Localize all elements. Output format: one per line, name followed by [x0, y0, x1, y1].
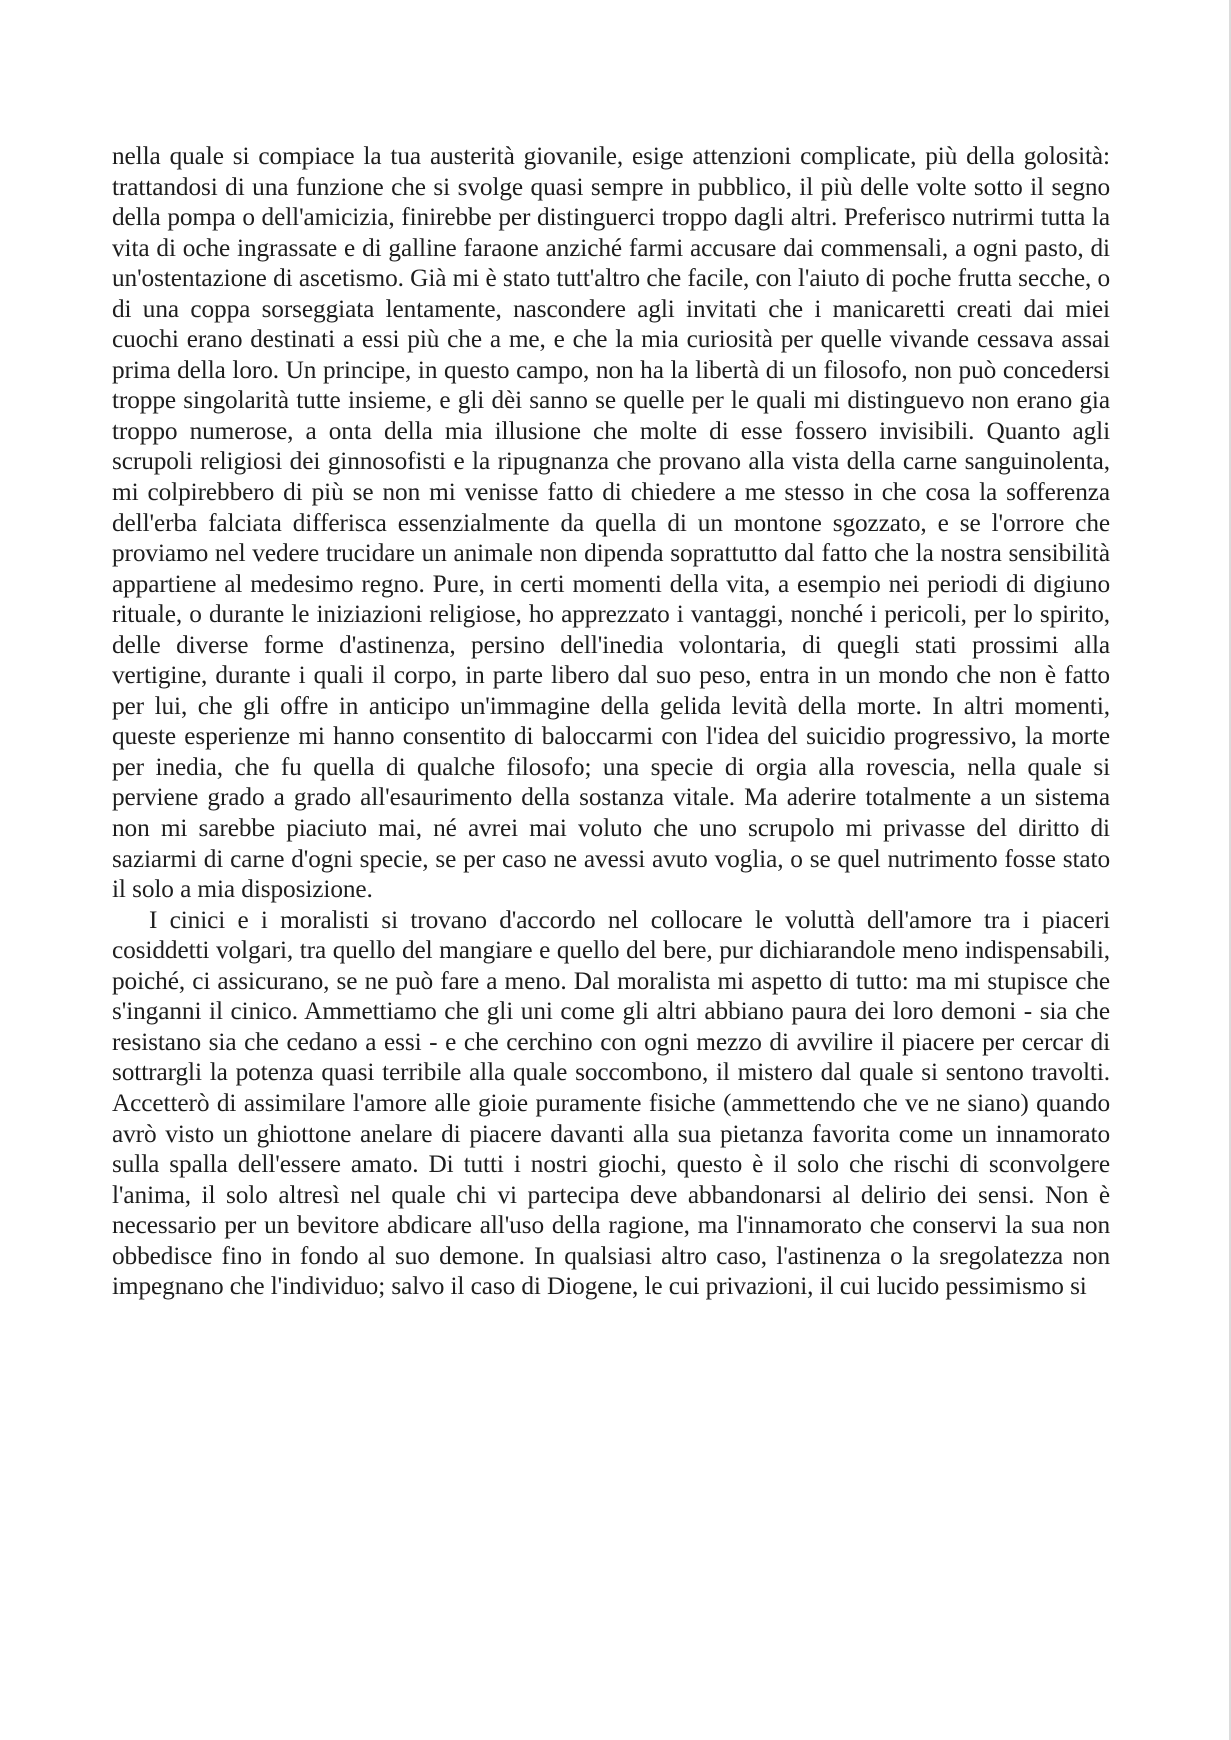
body-text	[112, 141, 1110, 1302]
paragraph-1: nella quale si compiace la tua austerità giovanile, esige attenzioni complicate, più della golosità: trattandosi di una funzione che si svolge quasi sempre in pubblico, il più delle volte sotto il segno della pompa o dell'amicizia, finirebbe per distinguerci troppo dagli altri. Preferisco nutrirmi tutta la vita di oche ingrassate e di galline faraone anziché farmi accusare dai commensali, a ogni pasto, di un'ostentazione di ascetismo. Già mi è stato tutt'altro che facile, con l'aiuto di poche frutta secche, o di una coppa sorseggiata lentamente, nascondere agli invitati che i manicaretti creati dai miei cuochi erano destinati a essi più che a me, e che la mia curiosità per quelle vivande cessava assai prima della loro. Un principe, in questo campo, non ha la libertà di un filosofo, non può concedersi troppe singolarità tutte insieme, e gli dèi sanno se quelle per le quali mi distinguevo non erano gia troppo numerose, a onta della mia illusione che molte di esse fossero invisibili. Quanto agli scrupoli religiosi dei ginnosofisti e la ripugnanza che provano alla vista della carne sanguinolenta, mi colpirebbero di più se non mi venisse fatto di chiedere a me stesso in che cosa la sofferenza dell'erba falciata differisca essenzialmente da quella di un montone sgozzato, e se l'orrore che proviamo nel vedere trucidare un animale non dipenda soprattutto dal fatto che la nostra sensibilità appartiene al medesimo regno. Pure, in certi momenti della vita, a esempio nei periodi di digiuno rituale, o durante le iniziazioni religiose, ho apprezzato i vantaggi, nonché i pericoli, per lo spirito, delle diverse forme d'astinenza, persino dell'inedia volontaria, di quegli stati prossimi alla vertigine, durante i quali il corpo, in parte libero dal suo peso, entra in un mondo che non è fatto per lui, che gli offre in anticipo un'immagine della gelida levità della morte. In altri momenti, queste esperienze mi hanno consentito di baloccarmi con l'idea del suicidio progressivo, la morte per inedia, che fu quella di qualche filosofo; una specie di orgia alla rovescia, nella quale si perviene grado a grado all'esaurimento della sostanza vitale. Ma aderire totalmente a un sistema non mi sarebbe piaciuto mai, né avrei mai voluto che uno scrupolo mi privasse del diritto di saziarmi di carne d'ogni specie, se per caso ne avessi avuto voglia, o se quel nutrimento fosse stato il solo a mia disposizione.	[112, 142, 1110, 904]
paragraph-2: I cinici e i moralisti si trovano d'accordo nel collocare le voluttà dell'amore tra i piaceri cosiddetti volgari, tra quello del mangiare e quello del bere, pur dichiarandole meno indispensabili, poiché, ci assicurano, se ne può fare a meno. Dal moralista mi aspetto di tutto: ma mi stupisce che s'inganni il cinico. Ammettiamo che gli uni come gli altri abbiano paura dei loro demoni - sia che resistano sia che cedano a essi - e che cerchino con ogni mezzo di avvilire il piacere per cercar di sottrargli la potenza quasi terribile alla quale soccombono, il mistero dal quale si sentono travolti. Accetterò di assimilare l'amore alle gioie puramente fisiche (ammettendo che ve ne siano) quando avrò visto un ghiottone anelare di piacere davanti alla sua pietanza favorita come un innamorato sulla spalla dell'essere amato. Di tutti i nostri giochi, questo è il solo che rischi di sconvolgere l'anima, il solo altresì nel quale chi vi partecipa deve abbandonarsi al delirio dei sensi. Non è necessario per un bevitore abdicare all'uso della ragione, ma l'innamorato che conservi la sua non obbedisce fino in fondo al suo demone. In qualsiasi altro caso, l'astinenza o la sregolatezza non impegnano che l'individuo; salvo il caso di Diogene, le cui privazioni, il cui lucido pessimismo si	[112, 905, 1110, 1301]
